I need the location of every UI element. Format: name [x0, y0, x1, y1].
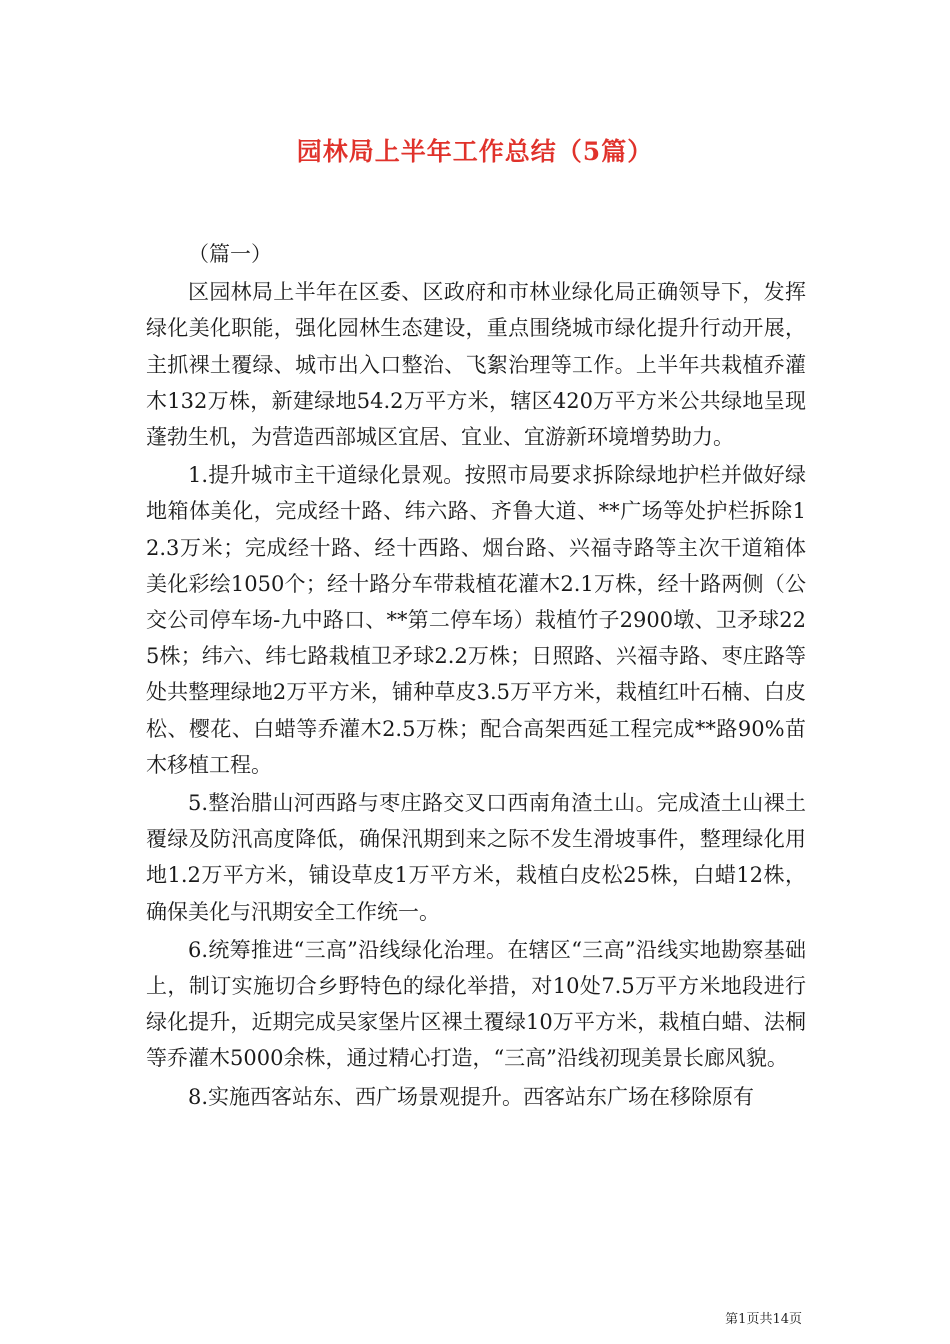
section-label: （篇一）	[188, 242, 272, 266]
paragraph-item-1: 1.提升城市主干道绿化景观。按照市局要求拆除绿地护栏并做好绿地箱体美化，完成经十路、纬六路、齐鲁大道、**广场等处护栏拆除12.3万米；完成经十路、经十西路、烟台路、兴福寺路等主次干道箱体美化彩绘1050个；经十路分车带栽植花灌木2.1万株，经十路两侧（公交公司停车场-九中路口、**第二停车场）栽植竹子2900墩、卫矛球225株；纬六、纬七路栽植卫矛球2.2万株；日照路、兴福寺路、枣庄路等处共整理绿地2万平方米，铺种草皮3.5万平方米，栽植红叶石楠、白皮松、樱花、白蜡等乔灌木2.5万株；配合高架西延工程完成**路90%苗木移植工程。	[146, 463, 806, 777]
paragraph-item-8: 8.实施西客站东、西广场景观提升。西客站东广场在移除原有	[188, 1084, 755, 1109]
paragraph-item-5: 5.整治腊山河西路与枣庄路交叉口西南角渣土山。完成渣土山裸土覆绿及防汛高度降低，确保汛期到来之际不发生滑坡事件，整理绿化用地1.2万平方米，铺设草皮1万平方米，栽植白皮松25株，白蜡12株，确保美化与汛期安全工作统一。	[146, 791, 806, 924]
document-title: 园林局上半年工作总结（5篇）	[296, 137, 654, 166]
document-body	[146, 236, 806, 1115]
paragraph-item-6: 6.统筹推进“三高”沿线绿化治理。在辖区“三高”沿线实地勘察基础上，制订实施切合乡野特色的绿化举措，对10处7.5万平方米地段进行绿化提升，近期完成吴家堡片区裸土覆绿10万平方米，栽植白蜡、法桐等乔灌木5000余株，通过精心打造，“三高”沿线初现美景长廊风貌。	[146, 937, 806, 1071]
paragraph-intro: 区园林局上半年在区委、区政府和市林业绿化局正确领导下，发挥绿化美化职能，强化园林生态建设，重点围绕城市绿化提升行动开展，主抓裸土覆绿、城市出入口整治、飞絮治理等工作。上半年共栽植乔灌木132万株，新建绿地54.2万平方米，辖区420万平方米公共绿地呈现蓬勃生机，为营造西部城区宜居、宜业、宜游新环境增势助力。	[146, 280, 806, 450]
page-number-footer: 第1页共14页	[725, 1312, 802, 1327]
